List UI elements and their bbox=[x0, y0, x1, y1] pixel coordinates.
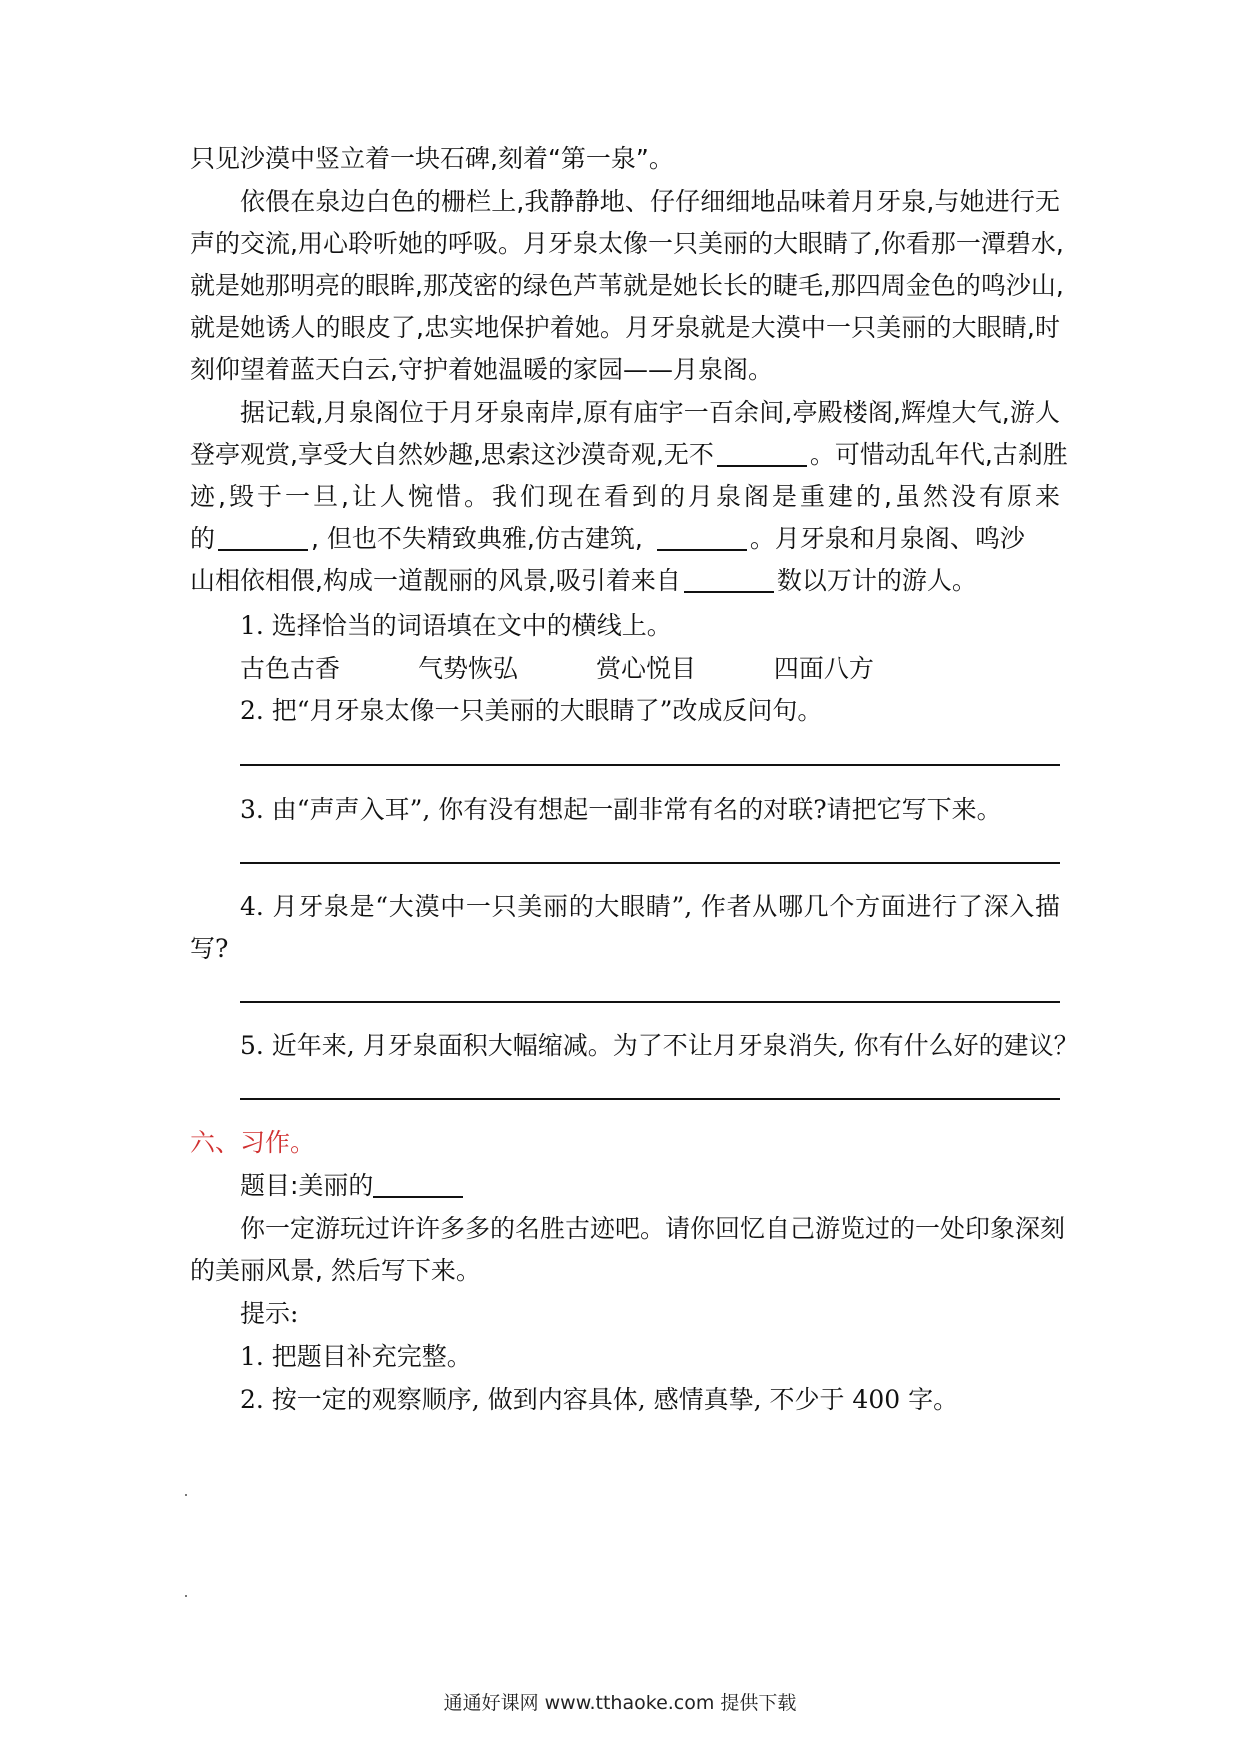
hint-item: 1. 把题目补充完整。 bbox=[240, 1342, 472, 1371]
scan-speck bbox=[185, 1494, 187, 1496]
question-1: 1. 选择恰当的词语填在文中的横线上。 bbox=[240, 611, 672, 640]
footer-credit: 通通好课网 www.tthaoke.com 提供下载 bbox=[443, 1692, 797, 1714]
passage-line bbox=[190, 522, 1060, 556]
prompt-line: 的美丽风景, 然后写下来。 bbox=[190, 1256, 481, 1285]
topic-label: 题目:美丽的 bbox=[240, 1171, 374, 1200]
passage-text: 的 bbox=[190, 524, 216, 553]
passage-line: 迹,毁于一旦,让人惋惜。我们现在看到的月泉阁是重建的,虽然没有原来 bbox=[190, 482, 1060, 511]
passage-line: 只见沙漠中竖立着一块石碑,刻着“第一泉”。 bbox=[190, 144, 674, 173]
topic-line bbox=[240, 1169, 1060, 1203]
section-title: 六、习作。 bbox=[190, 1128, 316, 1157]
passage-line bbox=[190, 564, 1060, 598]
fill-blank-2[interactable] bbox=[218, 523, 308, 551]
word-choices bbox=[240, 652, 1060, 686]
hint-item: 2. 按一定的观察顺序, 做到内容具体, 感情真挚, 不少于 400 字。 bbox=[240, 1385, 959, 1414]
passage-text: , 但也不失精致典雅,仿古建筑, bbox=[311, 524, 643, 553]
fill-blank-1[interactable] bbox=[717, 439, 807, 467]
prompt-line: 你一定游玩过许许多多的名胜古迹吧。请你回忆自己游览过的一处印象深刻 bbox=[240, 1214, 1066, 1243]
passage-line: 就是她那明亮的眼眸,那茂密的绿色芦苇就是她长长的睫毛,那四周金色的鸣沙山, bbox=[190, 271, 1064, 300]
question-4: 4. 月牙泉是“大漠中一只美丽的大眼睛”, 作者从哪几个方面进行了深入描 bbox=[240, 892, 1060, 921]
passage-line: 声的交流,用心聆听她的呼吸。月牙泉太像一只美丽的大眼睛了,你看那一潭碧水, bbox=[190, 229, 1064, 258]
scan-speck bbox=[185, 1595, 187, 1597]
hint-label: 提示: bbox=[240, 1299, 299, 1328]
question-5: 5. 近年来, 月牙泉面积大幅缩减。为了不让月牙泉消失, 你有什么好的建议？ bbox=[240, 1031, 1079, 1060]
word-choice: 气势恢弘 bbox=[417, 654, 518, 683]
passage-text: 数以万计的游人。 bbox=[776, 566, 977, 595]
fill-blank-4[interactable] bbox=[684, 565, 774, 593]
question-4-cont: 写? bbox=[190, 934, 229, 963]
passage-line: 刻仰望着蓝天白云,守护着她温暖的家园——月泉阁。 bbox=[190, 355, 773, 384]
answer-line-5[interactable] bbox=[240, 1098, 1060, 1100]
topic-blank[interactable] bbox=[373, 1170, 463, 1198]
word-choice: 赏心悦目 bbox=[595, 654, 696, 683]
passage-text: 山相依相偎,构成一道靓丽的风景,吸引着来自 bbox=[190, 566, 681, 595]
passage-text: 。可惜动乱年代,古刹胜 bbox=[809, 440, 1068, 469]
question-2: 2. 把“月牙泉太像一只美丽的大眼睛了”改成反问句。 bbox=[240, 696, 823, 725]
word-choice: 古色古香 bbox=[240, 654, 341, 683]
passage-text: 。月牙泉和月泉阁、鸣沙 bbox=[749, 524, 1025, 553]
answer-line-3[interactable] bbox=[240, 862, 1060, 864]
passage-line: 依偎在泉边白色的栅栏上,我静静地、仔仔细细地品味着月牙泉,与她进行无 bbox=[240, 187, 1060, 216]
word-choice: 四面八方 bbox=[773, 654, 874, 683]
question-3: 3. 由“声声入耳”, 你有没有想起一副非常有名的对联?请把它写下来。 bbox=[240, 795, 1002, 824]
fill-blank-3[interactable] bbox=[657, 523, 747, 551]
passage-line: 就是她诱人的眼皮了,忠实地保护着她。月牙泉就是大漠中一只美丽的大眼睛,时 bbox=[190, 313, 1060, 342]
passage-line bbox=[190, 438, 1068, 472]
passage-line: 据记载,月泉阁位于月牙泉南岸,原有庙宇一百余间,亭殿楼阁,辉煌大气,游人 bbox=[240, 398, 1060, 427]
answer-line-2[interactable] bbox=[240, 764, 1060, 766]
answer-line-4[interactable] bbox=[240, 1001, 1060, 1003]
passage-text: 登亭观赏,享受大自然妙趣,思索这沙漠奇观,无不 bbox=[190, 440, 714, 469]
